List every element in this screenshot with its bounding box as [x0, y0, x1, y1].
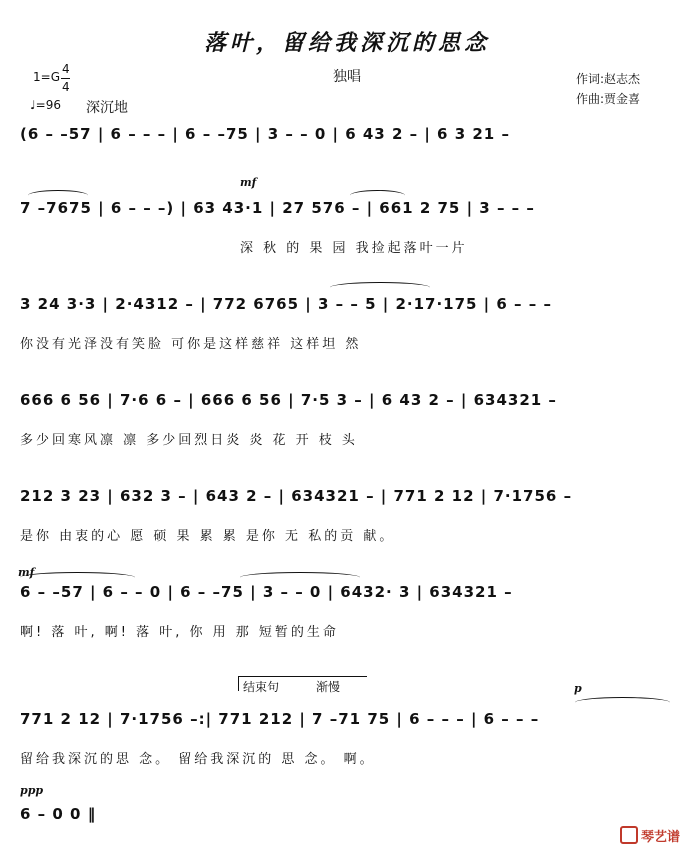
ending-label: 结束句 [243, 680, 280, 694]
song-subtitle: 独唱 [333, 69, 361, 85]
score-line-2: 7 –7675 | 6 – – –) | 63 43·1 | 27 576 – | 661 2 75 | 3 – – – [20, 199, 535, 217]
lyrics-line-2: 深 秋 的 果 园 我捡起落叶一片 [240, 241, 468, 256]
composer: 作曲:贾金喜 [576, 92, 641, 106]
dynamic-p: p [574, 682, 582, 695]
lyrics-line-4: 多少回寒风凛 凛 多少回烈日炎 炎 花 开 枝 头 [20, 433, 358, 448]
lyrics-line-7: 留给我深沉的思 念。 留给我深沉的 思 念。 啊。 [20, 752, 376, 767]
score-line-3: 3 24 3·3 | 2·4312 – | 772 6765 | 3 – – 5 | 2·17·175 | 6 – – – [20, 295, 552, 313]
expression-mark: 深沉地 [86, 100, 128, 116]
score-line-6: 6 – –57 | 6 – – 0 | 6 – –75 | 3 – – 0 | 6432· 3 | 634321 – [20, 583, 513, 601]
lyrics-line-6: 啊! 落 叶, 啊! 落 叶, 你 用 那 短暂的生命 [20, 625, 339, 640]
dynamic-mf-2: mf [18, 566, 35, 579]
dynamic-mf: mf [240, 176, 257, 189]
lyricist: 作词:赵志杰 [576, 72, 641, 86]
watermark-logo: 琴艺谱 [620, 826, 680, 845]
quarter-note-icon: ♩ [30, 98, 36, 112]
lyrics-line-3: 你没有光泽没有笑脸 可你是这样慈祥 这样坦 然 [20, 337, 362, 352]
ritardando-mark: 渐慢 [316, 680, 341, 694]
piano-logo-icon [620, 826, 638, 844]
score-line-1: (6 – –57 | 6 – – – | 6 – –75 | 3 – – 0 | 6 43 2 – | 6 3 21 – [20, 125, 510, 143]
song-title: 落叶，留给我深沉的思念 [203, 30, 490, 56]
time-signature-bottom: 4 [62, 80, 70, 94]
score-line-8: 6 – 0 0 ‖ [20, 805, 97, 823]
key-signature: 1=G [33, 70, 60, 84]
score-line-7: 771 2 12 | 7·1756 –:| 771 212 | 7 –71 75 | 6 – – – | 6 – – – [20, 710, 540, 728]
tempo-mark: ♩=96 [30, 98, 61, 112]
dynamic-ppp: ppp [20, 784, 44, 797]
time-signature-top: 4 [62, 62, 70, 76]
lyrics-line-5: 是你 由衷的心 愿 硕 果 累 累 是你 无 私的贡 献。 [20, 529, 396, 544]
score-line-5: 212 3 23 | 632 3 – | 643 2 – | 634321 – | 771 2 12 | 7·1756 – [20, 487, 573, 505]
score-line-4: 666 6 56 | 7·6 6 – | 666 6 56 | 7·5 3 – | 6 43 2 – | 634321 – [20, 391, 557, 409]
